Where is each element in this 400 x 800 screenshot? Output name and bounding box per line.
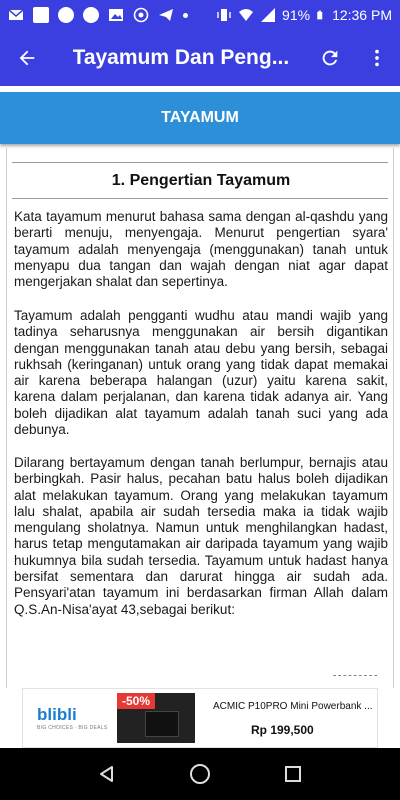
- dot-icon: [183, 13, 188, 18]
- mail-icon: [8, 7, 24, 23]
- article-content[interactable]: [6, 148, 394, 688]
- vibrate-icon: [216, 7, 232, 23]
- ad-product-card[interactable]: [117, 693, 377, 743]
- circle-home-icon: [188, 762, 212, 786]
- nav-recents-button[interactable]: [269, 750, 317, 798]
- paragraph: Dilarang bertayamum dengan tanah berlumpur, bernajis atau berbingkah. Pasir halus, pecahan batu halus boleh dijadikan alat melakukan tayamum. Orang yang melakukan tayamum lalu shalat, apabila air sudah tersedia maka ia tidak wajib mengulang sholatnya. Namun untuk menghilangkan hadast, harus tetap mengutamakan air daripada tayamum yang wajib hukumnya bila sudah tersedia. Tayamum untuk hadast hanya bersifat sementara dan darurat hingga air sudah ada. Pensyari'atan tayamum ini berdasarkan firman Allah dalam Q.S.An-Nisa'ayat 43,sebagai berikut:: [14, 455, 388, 617]
- paragraph: Kata tayamum menurut bahasa sama dengan al-qashdu yang berarti menuju, menyengaja. Menurut pengertian syara' tayamum adalah menyengaja (menggunakan) tanah untuk menyapu dua tangan dan wajah dengan niat agar dapat mengerjakan shalat dan sepertinya.: [14, 209, 388, 290]
- section-title: TAYAMUM: [161, 109, 239, 126]
- navigation-bar: [0, 748, 400, 800]
- refresh-icon: [319, 47, 341, 69]
- signal-icon: [260, 7, 276, 23]
- clock: 12:36 PM: [332, 7, 392, 23]
- battery-percent: 91%: [282, 7, 311, 23]
- overflow-menu-button[interactable]: [353, 30, 400, 86]
- article-heading: 1. Pengertian Tayamum: [111, 172, 291, 189]
- more-vert-icon: [366, 47, 388, 69]
- nav-back-button[interactable]: [83, 750, 131, 798]
- status-bar: [0, 0, 400, 30]
- powerbank-image: [145, 711, 179, 737]
- ad-banner[interactable]: [22, 688, 378, 748]
- app-notification-icon: [33, 7, 49, 23]
- section-header: [0, 92, 400, 144]
- battery-icon: [316, 7, 326, 23]
- paragraph: Tayamum adalah pengganti wudhu atau mandi wajib yang tadinya seharusnya menggunakan air bersih digantikan dengan menggunakan tanah atau debu yang bersih, sebagai rukhsah (keringanan) untuk orang yang tidak dapat memakai air karena beberapa halangan (uzur) yaitu karena sakit, karena dalam perjalanan, dan karena tidak adanya air. Yang boleh dijadikan alat tayamum adalah tanah suci yang ada debunya.: [14, 308, 388, 438]
- back-button[interactable]: [0, 30, 55, 86]
- image-icon: [108, 7, 124, 23]
- blibli-logo: [23, 689, 111, 747]
- square-recents-icon: [284, 765, 302, 783]
- app-notification-icon: [58, 7, 74, 23]
- product-name: ACMIC P10PRO Mini Powerbank ...: [213, 701, 373, 712]
- refresh-button[interactable]: [307, 30, 354, 86]
- divider: [12, 198, 388, 199]
- app-notification-icon: [83, 7, 99, 23]
- brand-tagline: BIG CHOICES · BIG DEALS: [37, 725, 108, 731]
- whatsapp-icon: [133, 7, 149, 23]
- system-icons: [216, 7, 392, 23]
- app-title: Tayamum Dan Peng...: [72, 46, 290, 69]
- product-price: Rp 199,500: [251, 723, 314, 737]
- discount-badge: -50%: [117, 693, 155, 709]
- brand-name: blibli: [37, 705, 77, 724]
- notification-icons: [8, 7, 188, 23]
- triangle-back-icon: [97, 764, 117, 784]
- wifi-icon: [238, 7, 254, 23]
- divider: [12, 162, 388, 163]
- telegram-icon: [158, 7, 174, 23]
- arabic-verse-partial: ـ ـ ـ ـ ـ ـ ـ ـ ـ: [333, 668, 377, 678]
- arrow-back-icon: [16, 47, 38, 69]
- app-bar: [0, 30, 400, 86]
- nav-home-button[interactable]: [176, 750, 224, 798]
